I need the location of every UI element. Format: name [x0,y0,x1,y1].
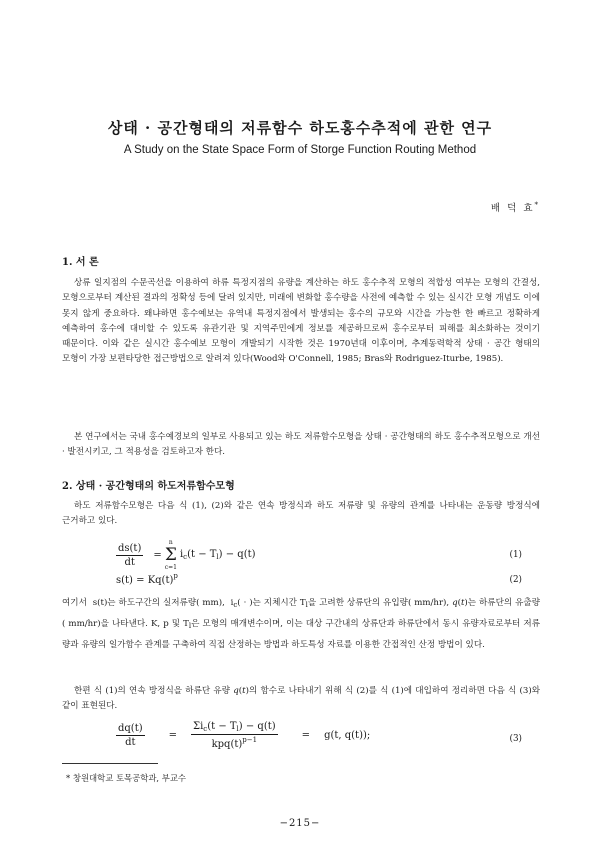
variable-definitions: 여기서 s(t)는 하도구간의 실저류량( mm), $i_c$( · )는 지체시간 $T_l$을 고려한 상류단의 유입량( mm/hr), q(t)는 하류단의 유출량( mm/hr)을 나타낸다. K, p 및 $T_l$은 모형의 매개변수이며, 이는 대상 구간내의 상류단과 하류단에서 동시 유량자료로부터 저류량과 유량의 일가함수 관계를 구축하여 직접 산정하는 방법과 하도특성 자료를 이용한 간접적인 산정 방법이 있다. [62,598,540,650]
footnote-affiliation: * 창원대학교 토목공학과, 부교수 [66,773,187,783]
equation-3-number: (3) [509,734,522,744]
footnote-divider [62,763,158,764]
equation-1: $\frac{ds(t)}{dt}$ = n Σ c=1 $i_c(t - T_l) - q(t)$ [118,539,256,571]
section-heading-model: 2. 상태 · 공간형태의 하도저류함수모형 [62,481,235,492]
section-heading-introduction: 1. 서 론 [62,257,99,268]
equation-2-number: (2) [509,575,522,585]
paper-title-english: A Study on the State Space Form of Storge Function Routing Method [123,144,477,156]
equation-3: $\frac{dq(t)}{dt}$ = $\frac{\Sigma i_c(t - T_l) - q(t)}{kpq(t)^{p-1}}$ = g(t, q(t)); [118,721,371,750]
equation-2: $s(t) = Kq(t)^p$ [116,572,178,586]
author-name: 배 덕 효 [490,203,535,214]
paper-title-korean: 상태 · 공간형태의 저류함수 하도홍수추적에 관한 연구 [107,119,493,137]
model-intro-paragraph: 하도 저류함수모형은 다음 식 (1), (2)와 같은 연속 방정식과 하도 저류량 및 유량의 관계를 나타내는 운동량 방정식에 근거하고 있다. [62,501,540,527]
equation-1-number: (1) [509,550,522,560]
author [491,200,538,214]
page-number: −215− [279,818,321,829]
intro-paragraph-2: 본 연구에서는 국내 홍수예경보의 일부로 사용되고 있는 하도 저류함수모형을 상태 · 공간형태의 하도 홍수추적모형으로 개선 · 발전시키고, 그 적용성을 검토하고자 한다. [62,432,540,458]
intro-paragraph-1: 상류 일지점의 수문곡선을 이용하여 하류 특정지점의 유량을 계산하는 하도 홍수추적 모형의 적합성 여부는 모형의 간결성, 모형으로부터 계산된 결과의 정확성 등에 달려 있지만, 미래에 변화할 홍수량을 사전에 예측할 수 있는 실시간 모형 개념도 이에 못지 않게 중요하다. 왜냐하면 홍수예보는 유역내 특정지점에서 발생되는 홍수의 규모와 시간을 가능한 한 빠르고 정확하게 예측하여 홍수에 대비할 수 있도록 유관기관 및 지역주민에게 정보를 제공하므로써 홍수로부터 피해를 최소화하는 것이기 때문이다. 이와 같은 실시간 홍수예보 모형이 개발되기 시작한 것은 1970년대 이후이며, 추계동력학적 상태 · 공간 형태의 모형이 가장 보편타당한 접근방법으로 알려져 있다(Wood와 O'Connell, 1985; Bras와 Rodriguez-Iturbe, 1985). [62,278,540,365]
follow-paragraph: 한편 식 (1)의 연속 방정식을 하류단 유량 q(t)의 함수로 나타내기 위해 식 (2)를 식 (1)에 대입하여 정리하면 다음 식 (3)와 같이 표현된다. [62,686,540,712]
author-footnote-mark: * [534,200,538,209]
